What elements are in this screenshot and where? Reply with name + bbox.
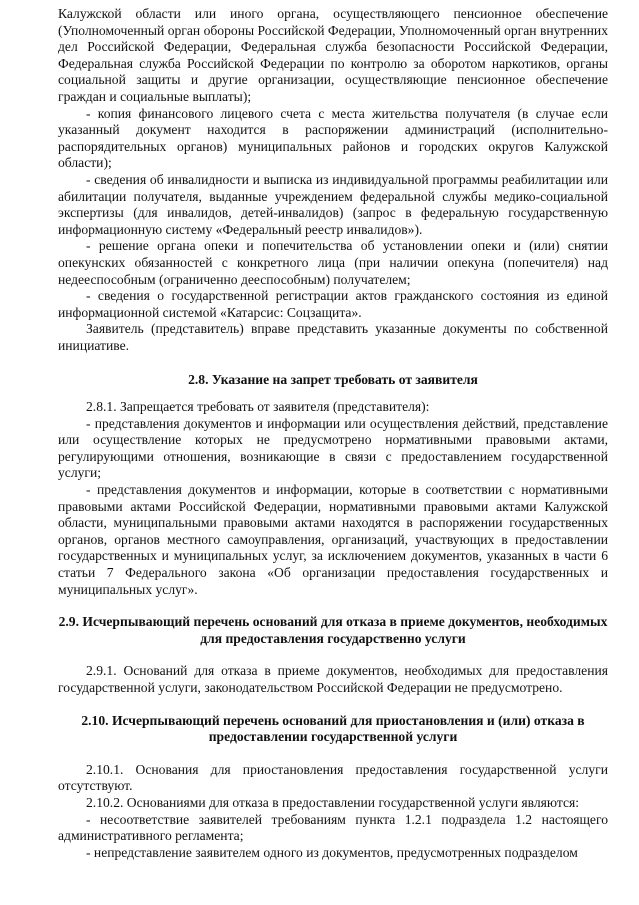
paragraph: - решение органа опеки и попечительства об установлении опеки и (или) снятии опекунских обязанностей с конкретного лица (при наличии опекуна (попечителя) над недееспособным (ограниченно дееспособным) получателем;: [58, 238, 608, 287]
spacer: [58, 389, 608, 399]
paragraph: - копия финансового лицевого счета с места жительства получателя (в случае если указанный документ находится в распоряжении администраций (исполнительно-распорядительных органов) муниципальных районов и городских округов Калужской области);: [58, 105, 608, 171]
paragraph: - представления документов и информации, которые в соответствии с нормативными правовыми актами Российской Федерации, нормативными правовыми актами Калужской области, муниципальными правовыми актами находятся в распоряжении государственных органов, органов местного самоуправления, организаций, участвующих в предоставлении государственных и муниципальных услуг, за исключением документов, указанных в части 6 статьи 7 Федерального закона «Об организации предоставления государственных и муниципальных услуг».: [58, 482, 608, 597]
paragraph: 2.8.1. Запрещается требовать от заявителя (представителя):: [86, 399, 430, 415]
section-heading: 2.9. Исчерпывающий перечень оснований для отказа в приеме документов, необходимых для предоставления государственно услуги: [58, 614, 608, 646]
spacer: [58, 697, 608, 713]
spacer: [58, 647, 608, 663]
paragraph: - представления документов и информации или осуществления действий, представление или осуществление которых не предусмотрено нормативными правовыми актами, регулирующими отношения, возникающие в связи с предоставлением государственной услуги;: [58, 415, 608, 481]
paragraph: - несоответствие заявителей требованиям пункта 1.2.1 подраздела 1.2 настоящего административного регламента;: [58, 811, 608, 844]
spacer: [58, 746, 608, 762]
paragraph: Калужской области или иного органа, осуществляющего пенсионное обеспечение (Уполномоченный орган обороны Российской Федерации, Уполномоченный орган внутренних дел Российской Федерации, Федеральная служба безопасности Российской Федерации, Федеральная служба Российской Федерации по контролю за оборотом наркотиков, органы социальной защиты и другие организации, осуществляющие пенсионное обеспечение граждан и социальные выплаты);: [58, 6, 609, 104]
spacer: [58, 354, 608, 372]
section-heading: 2.10. Исчерпывающий перечень оснований для приостановления и (или) отказа в предоставлении государственной услуги: [81, 712, 585, 745]
section-heading: 2.8. Указание на запрет требовать от заявителя: [188, 372, 478, 388]
paragraph: 2.9.1. Оснований для отказа в приеме документов, необходимых для предоставления государственной услуги, законодательством Российской Федерации не предусмотрено.: [58, 663, 608, 695]
paragraph: - непредставление заявителем одного из документов, предусмотренных подразделом: [86, 844, 578, 860]
spacer: [58, 598, 608, 614]
paragraph: Заявитель (представитель) вправе представить указанные документы по собственной инициативе.: [58, 321, 608, 353]
paragraph: - сведения об инвалидности и выписка из индивидуальной программы реабилитации или абилитации получателя, выданные учреждением федеральной службы медико-социальной экспертизы (для инвалидов, детей-инвалидов) (запрос в федеральную государственную информационную систему «Федеральный реестр инвалидов»).: [58, 171, 608, 237]
paragraph: - сведения о государственной регистрации актов гражданского состояния из единой информационной системой «Катарсис: Соцзащита».: [58, 288, 608, 320]
paragraph: 2.10.1. Основания для приостановления предоставления государственной услуги отсутствуют.: [58, 761, 608, 794]
paragraph: 2.10.2. Основаниями для отказа в предоставлении государственной услуги являются:: [86, 794, 580, 810]
